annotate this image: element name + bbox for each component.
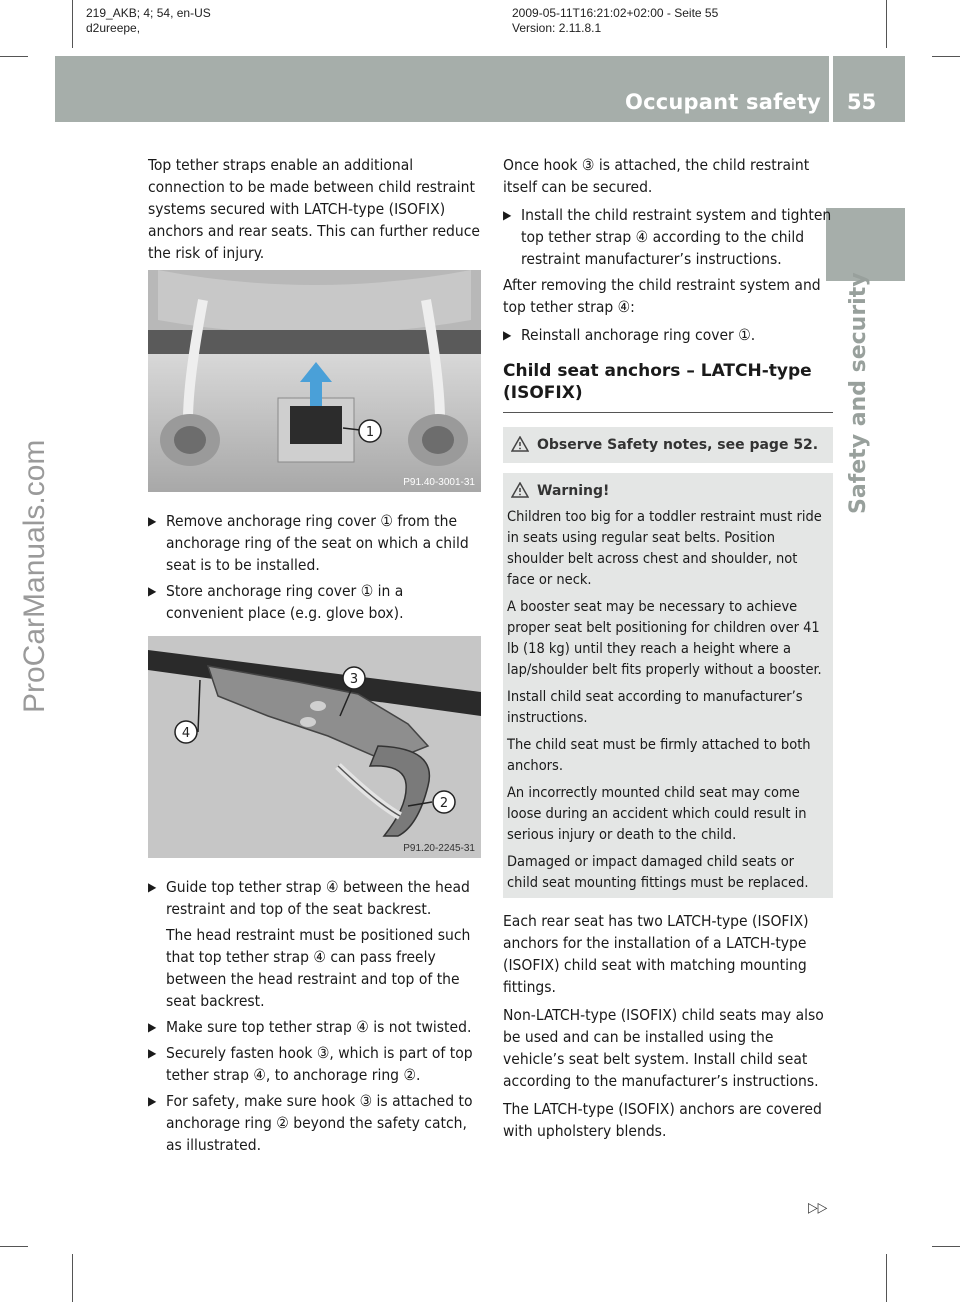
crop-mark [0, 56, 28, 57]
warning-triangle-icon [511, 436, 529, 452]
step-text: Install the child restraint system and tighten top tether strap ④ according to the child restraint manufacturer’s instructions. [521, 206, 832, 268]
step-text: Make sure top tether strap ④ is not twisted. [166, 1018, 472, 1036]
print-meta-left [86, 6, 211, 36]
step-arrow-icon: ▶ [148, 1020, 157, 1034]
figure-headrest-anchorage [148, 270, 481, 492]
warning-paragraph: Children too big for a toddler restraint must ride in seats using regular seat belts. Position shoulder belt across chest and shoulder, not face or neck. [507, 509, 822, 588]
step-arrow-icon: ▶ [148, 1094, 157, 1108]
observe-note-box [503, 427, 833, 463]
crop-mark [886, 1254, 887, 1302]
step-arrow-icon: ▶ [503, 208, 512, 222]
chapter-tab [826, 208, 905, 281]
watermark: ProCarManuals.com [18, 440, 51, 714]
section-title: Occupant safety [625, 90, 821, 114]
step-text: Guide top tether strap ④ between the head restraint and top of the seat backrest. [166, 878, 470, 918]
step-arrow-icon: ▶ [503, 328, 512, 342]
right-column [503, 154, 833, 1148]
headrest-illustration [148, 270, 481, 492]
warning-paragraph: Install child seat according to manufacturer’s instructions. [507, 689, 803, 726]
print-meta-line: Version: 2.11.8.1 [512, 21, 602, 35]
instruction-step [503, 324, 833, 346]
step-arrow-icon: ▶ [148, 880, 157, 894]
print-meta-line: 2009-05-11T16:21:02+02:00 - Seite 55 [512, 6, 719, 20]
step-arrow-icon: ▶ [148, 584, 157, 598]
paragraph: After removing the child restraint system and top tether strap ④: [503, 276, 821, 316]
warning-triangle-icon [511, 482, 529, 498]
left-column [148, 154, 482, 270]
instruction-step [148, 1090, 482, 1156]
step-arrow-icon: ▶ [148, 514, 157, 528]
instruction-step [148, 1042, 482, 1086]
instruction-step [148, 876, 482, 1012]
step-text: For safety, make sure hook ③ is attached to anchorage ring ② beyond the safety catch, as illustrated. [166, 1092, 473, 1154]
warning-paragraph: An incorrectly mounted child seat may come loose during an accident which could result in serious injury or death to the child. [507, 785, 807, 843]
warning-box [503, 473, 833, 898]
figure-callout: 4 [181, 726, 191, 741]
crop-mark [0, 1246, 28, 1247]
left-steps-1 [148, 510, 482, 628]
instruction-step [148, 580, 482, 624]
observe-note [507, 435, 829, 455]
instruction-step [148, 1016, 482, 1038]
paragraph: Non-LATCH-type (ISOFIX) child seats may also be used and can be installed using the vehicle’s seat belt system. Install child seat according to the manufacturer’s instructions. [503, 1006, 824, 1090]
crop-mark [932, 1246, 960, 1247]
warning-paragraph: A booster seat may be necessary to achieve proper seat belt positioning for children over 41 lb (18 kg) until they reach a height where a lap/shoulder belt fits properly without a booster. [507, 599, 822, 678]
left-steps-2 [148, 876, 482, 1160]
figure-code: P91.40-3001-31 [403, 477, 475, 488]
figure-code: P91.20-2245-31 [403, 843, 475, 854]
step-arrow-icon: ▶ [148, 1046, 157, 1060]
crop-mark [886, 0, 887, 48]
continue-marker: ▷▷ [808, 1200, 828, 1216]
print-meta-right [512, 6, 718, 36]
paragraph: Once hook ③ is attached, the child restraint itself can be secured. [503, 156, 810, 196]
chapter-label: Safety and security [846, 272, 871, 514]
crop-mark [72, 0, 73, 48]
warning-paragraph: Damaged or impact damaged child seats or child seat mounting fittings must be replaced. [507, 854, 809, 891]
step-text: Store anchorage ring cover ① in a convenient place (e.g. glove box). [166, 582, 404, 622]
step-text: Remove anchorage ring cover ① from the anchorage ring of the seat on which a child seat is to be installed. [166, 512, 469, 574]
instruction-step [503, 204, 833, 270]
header-separator [829, 56, 833, 122]
figure-callout: 1 [365, 425, 375, 440]
warning-title: Warning! [537, 483, 610, 499]
crop-mark [72, 1254, 73, 1302]
instruction-step [148, 510, 482, 576]
observe-note-text: Observe Safety notes, see page 52. [537, 437, 819, 453]
page-number: 55 [847, 90, 877, 114]
page-header [55, 56, 905, 122]
figure-callout: 2 [439, 796, 449, 811]
step-note: The head restraint must be positioned such that top tether strap ④ can pass freely between the head restraint and top of the seat backrest. [166, 926, 471, 1010]
tether-illustration [148, 636, 481, 858]
print-meta-line: d2ureepe, [86, 21, 141, 35]
warning-paragraph: The child seat must be firmly attached to both anchors. [507, 737, 811, 774]
warning-heading [507, 481, 829, 501]
print-meta-line: 219_AKB; 4; 54, en-US [86, 6, 211, 20]
figure-callout: 3 [349, 672, 359, 687]
paragraph: The LATCH-type (ISOFIX) anchors are covered with upholstery blends. [503, 1100, 822, 1140]
figure-tether-hook [148, 636, 481, 858]
section-heading: Child seat anchors – LATCH-type (ISOFIX) [503, 361, 812, 403]
intro-paragraph: Top tether straps enable an additional connection to be made between child restraint systems secured with LATCH-type (ISOFIX) anchors and rear seats. This can further reduce the risk of injury. [148, 156, 480, 262]
paragraph: Each rear seat has two LATCH-type (ISOFIX) anchors for the installation of a LATCH-type (ISOFIX) child seat with matching mounting fittings. [503, 912, 809, 996]
heading-divider [503, 412, 833, 413]
step-text: Reinstall anchorage ring cover ①. [521, 326, 756, 344]
crop-mark [932, 56, 960, 57]
step-text: Securely fasten hook ③, which is part of top tether strap ④, to anchorage ring ②. [166, 1044, 473, 1084]
